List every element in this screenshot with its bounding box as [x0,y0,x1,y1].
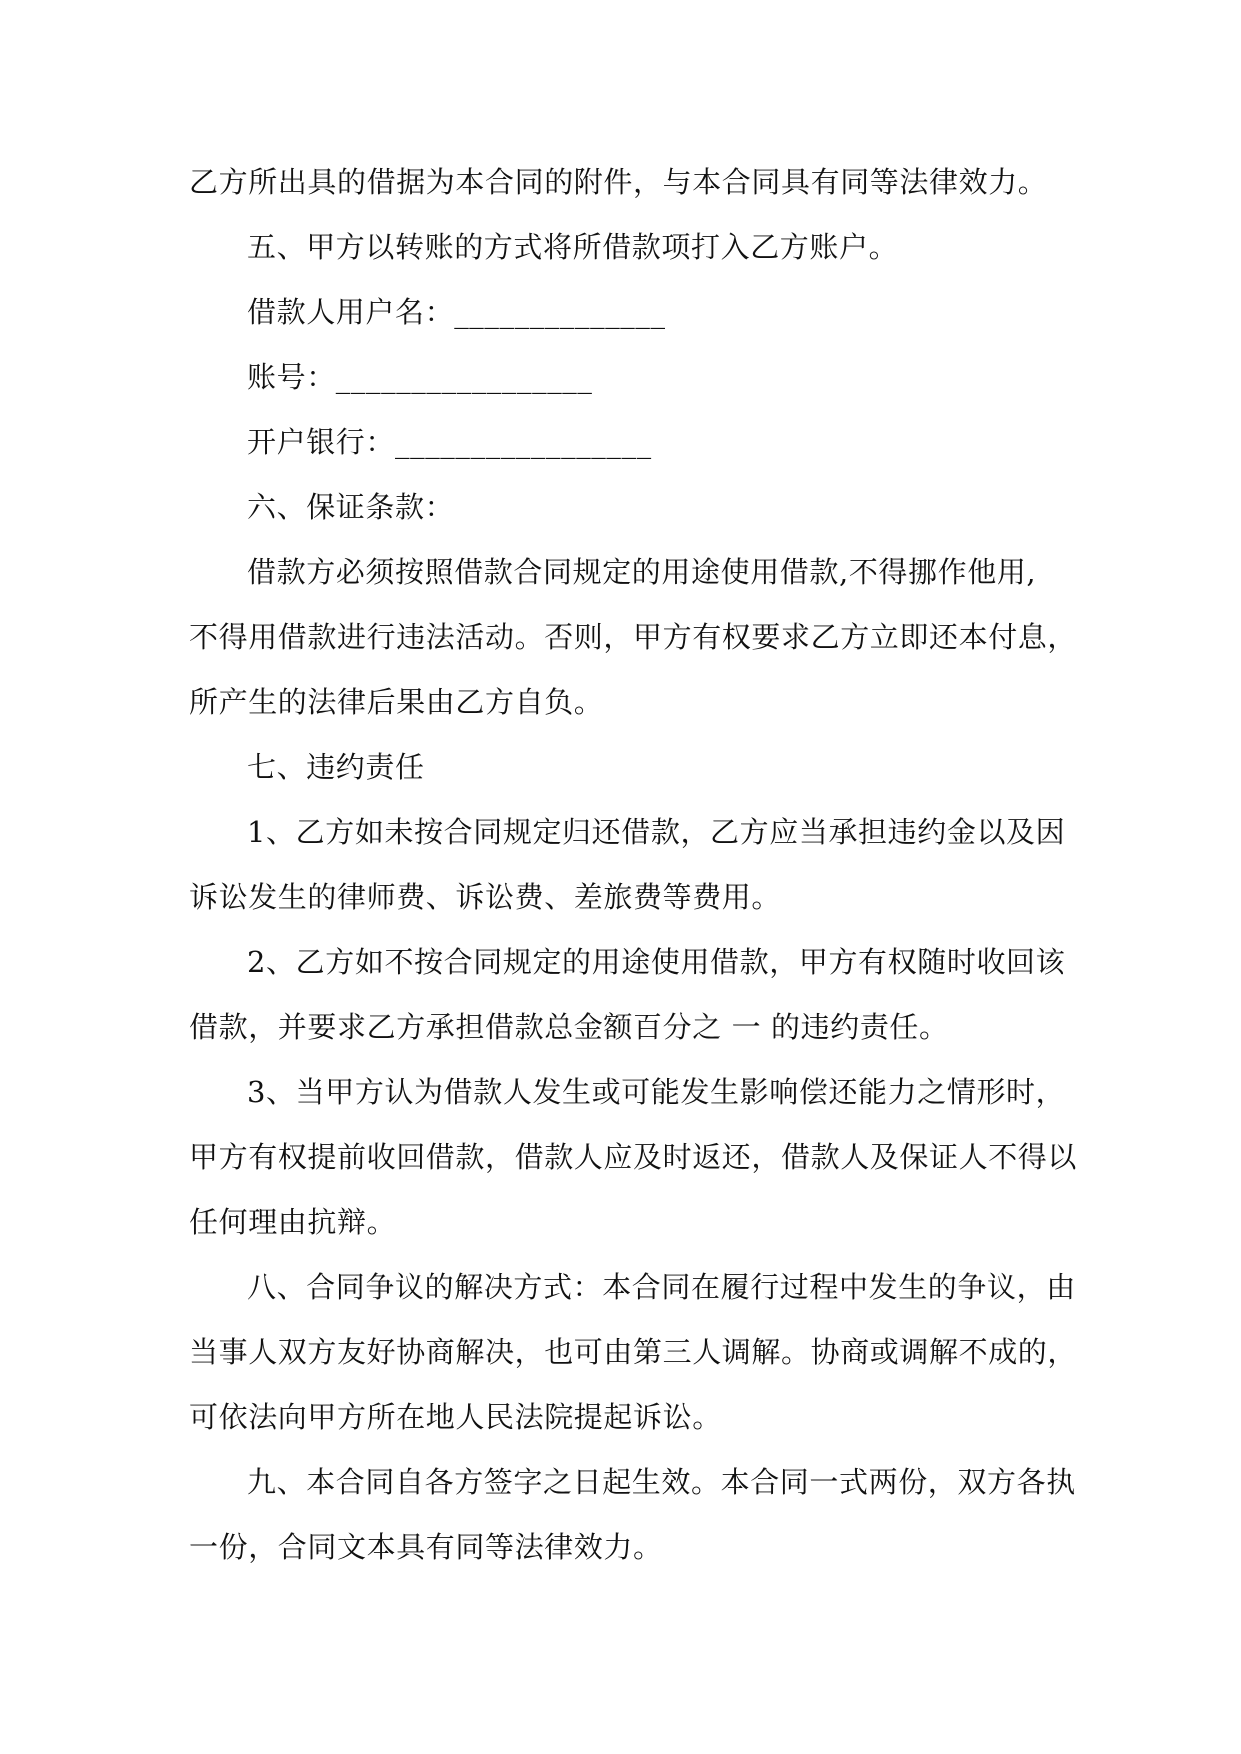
paragraph-line: 所产生的法律后果由乙方自负。 [189,685,604,719]
clause-five-heading: 五、甲方以转账的方式将所借款项打入乙方账户。 [247,230,899,264]
paragraph-line: 3、当甲方认为借款人发生或可能发生影响偿还能力之情形时， [247,1075,1066,1109]
clause-eight-heading: 八、合同争议的解决方式：本合同在履行过程中发生的争议，由 [247,1270,1076,1304]
paragraph-line: 1、乙方如未按合同规定归还借款，乙方应当承担违约金以及因 [247,815,1066,849]
paragraph-line: 甲方有权提前收回借款，借款人应及时返还，借款人及保证人不得以 [189,1140,1078,1174]
clause-nine-heading: 九、本合同自各方签字之日起生效。本合同一式两份，双方各执 [247,1465,1076,1499]
account-number-field: 账号：_________________ [247,360,593,394]
bank-name-field: 开户银行：_________________ [247,425,652,459]
paragraph-line: 乙方所出具的借据为本合同的附件，与本合同具有同等法律效力。 [189,165,1048,199]
contract-body [189,150,1078,1580]
paragraph-line: 当事人双方友好协商解决，也可由第三人调解。协商或调解不成的， [189,1335,1078,1369]
clause-seven-heading: 七、违约责任 [247,750,425,784]
paragraph-line: 不得用借款进行违法活动。否则，甲方有权要求乙方立即还本付息， [189,620,1078,654]
paragraph-line: 可依法向甲方所在地人民法院提起诉讼。 [189,1400,722,1434]
paragraph-line: 任何理由抗辩。 [189,1205,397,1239]
paragraph-line: 借款，并要求乙方承担借款总金额百分之 一 的违约责任。 [189,1010,949,1044]
clause-six-heading: 六、保证条款： [247,490,455,524]
paragraph-line: 诉讼发生的律师费、诉讼费、差旅费等费用。 [189,880,782,914]
paragraph-line: 2、乙方如不按合同规定的用途使用借款，甲方有权随时收回该 [247,945,1066,979]
borrower-username-field: 借款人用户名：______________ [247,295,666,329]
paragraph-line: 借款方必须按照借款合同规定的用途使用借款,不得挪作他用, [247,555,1037,589]
paragraph-line: 一份，合同文本具有同等法律效力。 [189,1530,663,1564]
